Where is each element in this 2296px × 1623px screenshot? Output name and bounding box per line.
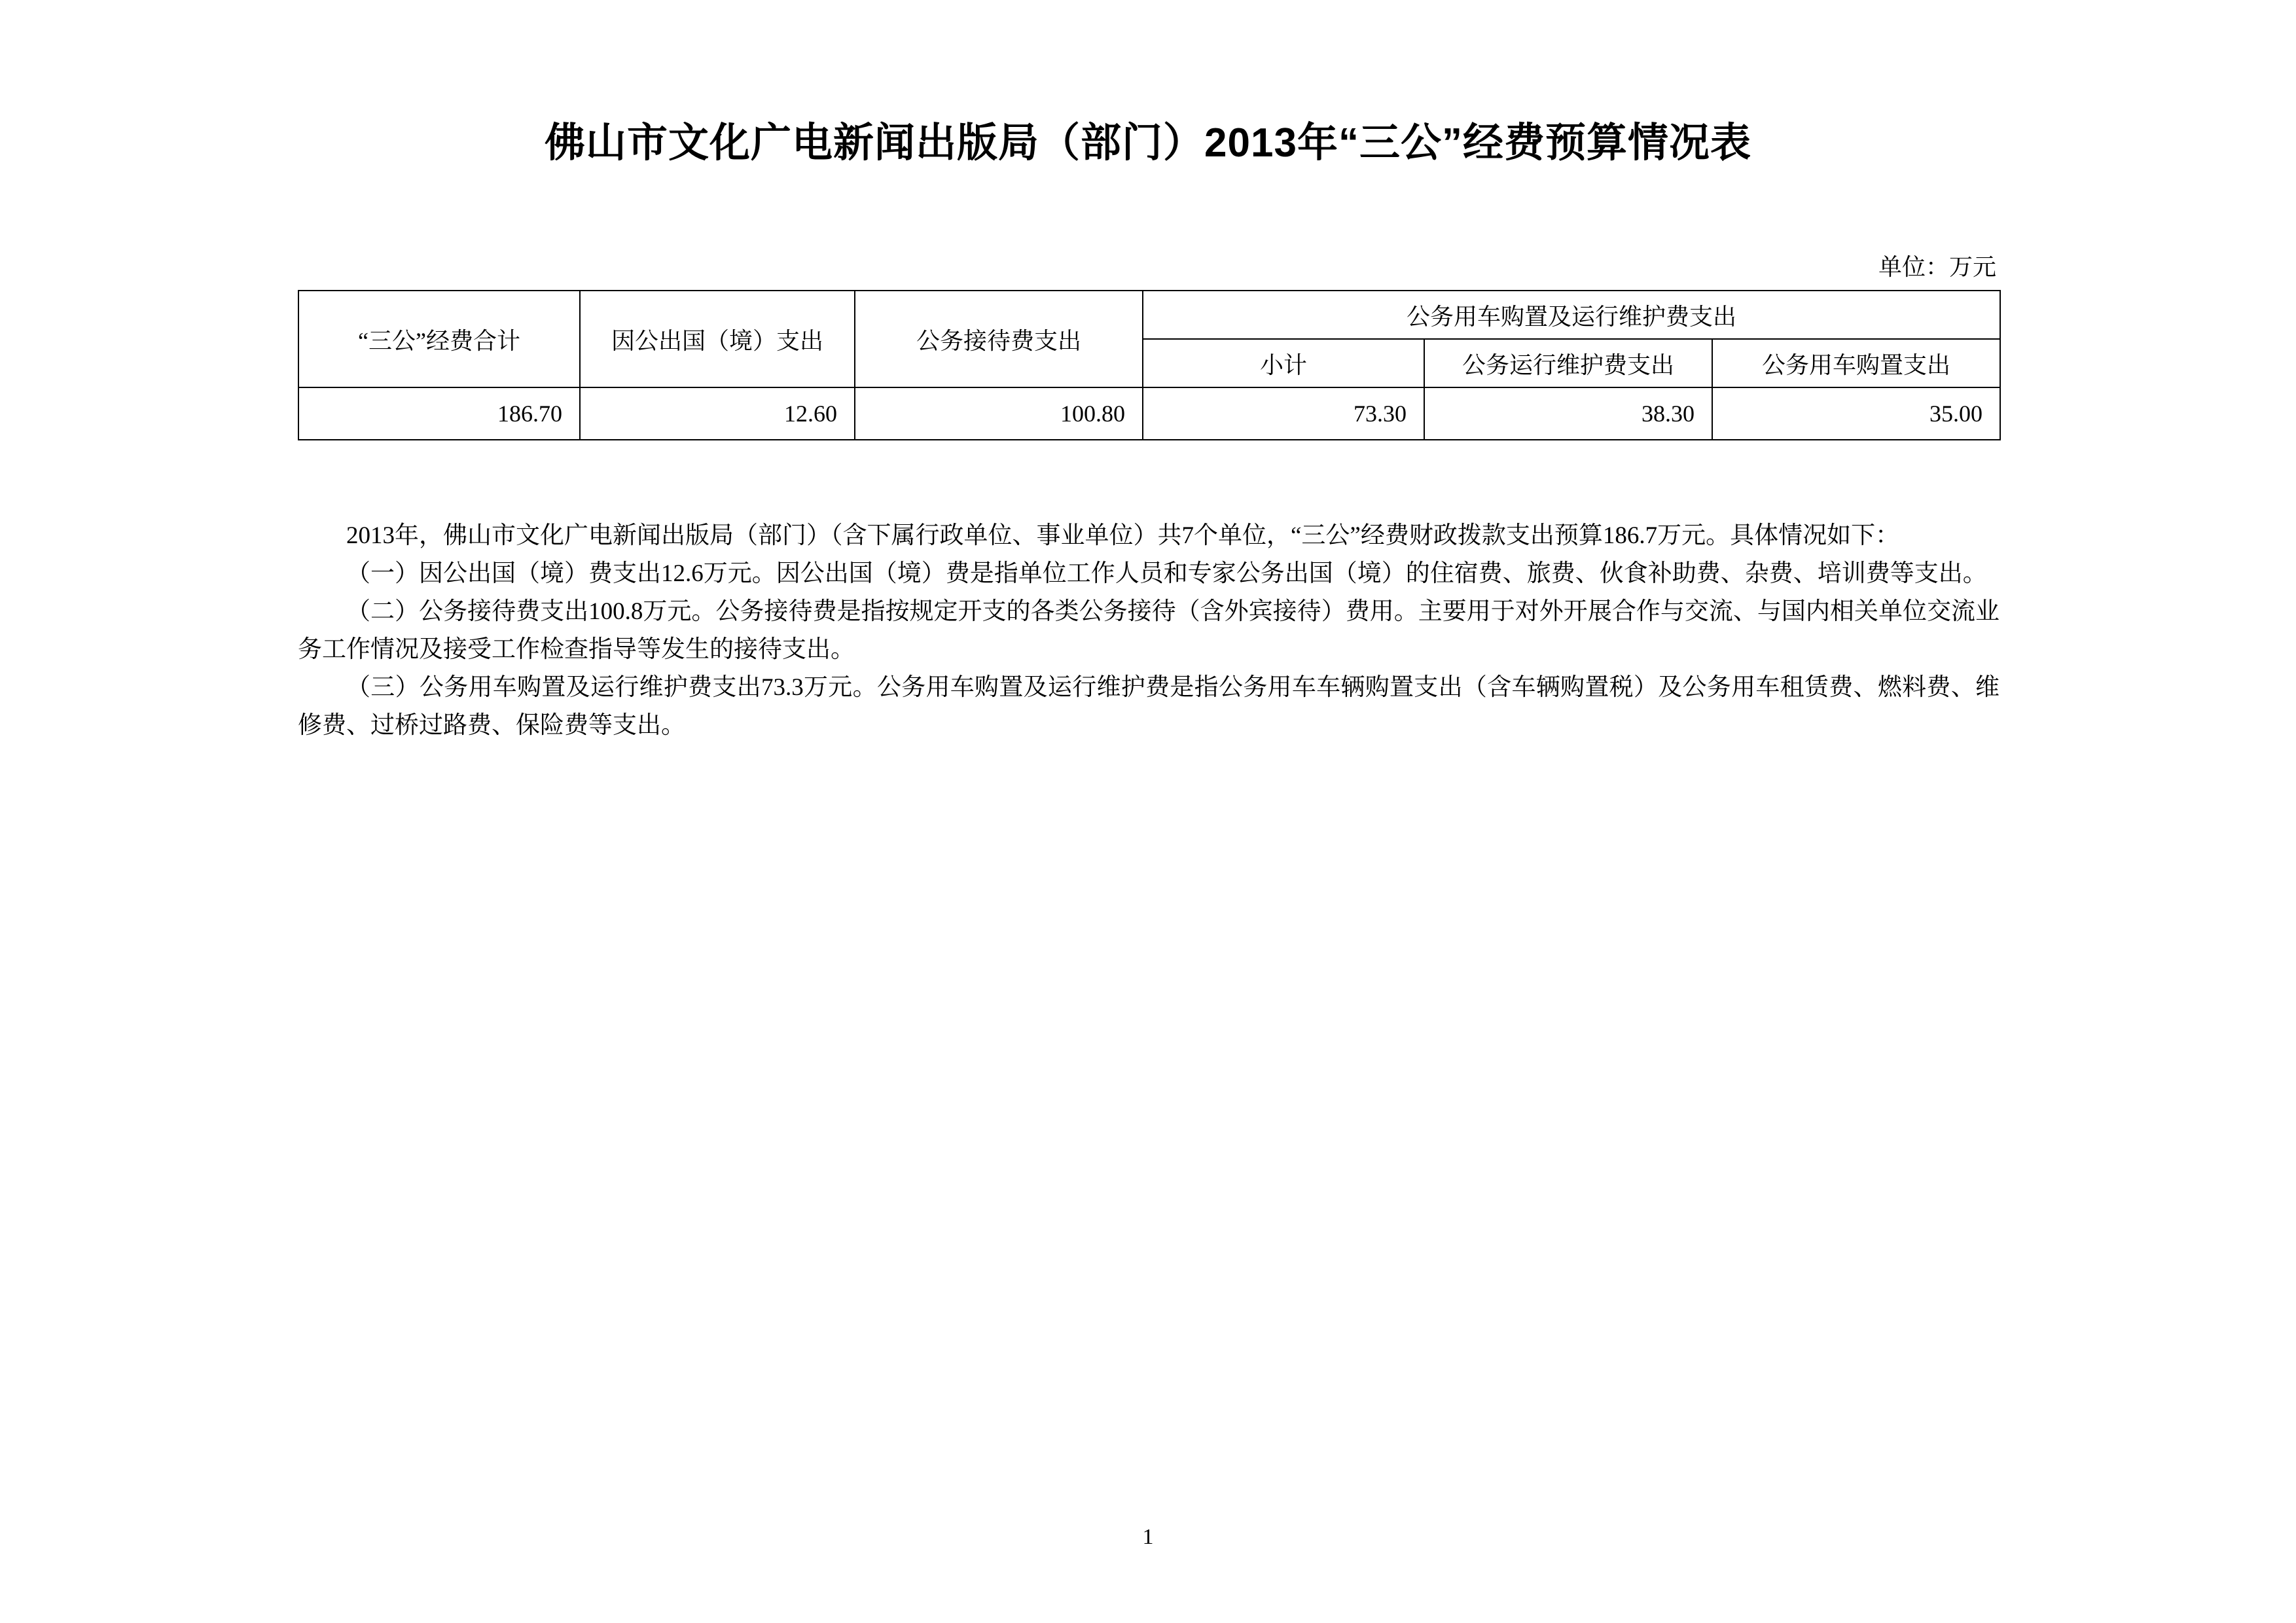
body-text — [298, 517, 2000, 745]
page-number: 1 — [1142, 1525, 1154, 1549]
header-vehicle-subtotal: 小计 — [1143, 339, 1424, 387]
paragraph-intro: 2013年，佛山市文化广电新闻出版局（部门）（含下属行政单位、事业单位）共7个单位，“三公”经费财政拨款支出预算186.7万元。具体情况如下： — [346, 522, 1900, 549]
cell-vehicle-operation: 38.30 — [1424, 387, 1712, 440]
table-row — [298, 387, 2000, 440]
cell-abroad: 12.60 — [580, 387, 855, 440]
page-title: 佛山市文化广电新闻出版局（部门）2013年“三公”经费预算情况表 — [545, 120, 1751, 166]
paragraph-abroad: （一）因公出国（境）费支出12.6万元。因公出国（境）费是指单位工作人员和专家公务出国（境）的住宿费、旅费、伙食补助费、杂费、培训费等支出。 — [346, 560, 1987, 587]
header-abroad: 因公出国（境）支出 — [580, 291, 855, 387]
table-header-row-1 — [298, 291, 2000, 339]
cell-vehicle-purchase: 35.00 — [1712, 387, 2000, 440]
paragraph-vehicle: （三）公务用车购置及运行维护费支出73.3万元。公务用车购置及运行维护费是指公务用车车辆购置支出（含车辆购置税）及公务用车租赁费、燃料费、维修费、过桥过路费、保险费等支出。 — [298, 674, 2000, 739]
header-vehicle-operation: 公务运行维护费支出 — [1424, 339, 1712, 387]
unit-label: 单位：万元 — [1878, 254, 1996, 280]
header-vehicle-group: 公务用车购置及运行维护费支出 — [1143, 291, 2000, 339]
cell-vehicle-subtotal: 73.30 — [1143, 387, 1424, 440]
paragraph-reception: （二）公务接待费支出100.8万元。公务接待费是指按规定开支的各类公务接待（含外宾接待）费用。主要用于对外开展合作与交流、与国内相关单位交流业务工作情况及接受工作检查指导等发生的接待支出。 — [298, 598, 2000, 663]
cell-reception: 100.80 — [855, 387, 1143, 440]
header-reception: 公务接待费支出 — [855, 291, 1143, 387]
header-vehicle-purchase: 公务用车购置支出 — [1712, 339, 2000, 387]
header-total: “三公”经费合计 — [298, 291, 580, 387]
budget-table — [298, 290, 2001, 440]
cell-total: 186.70 — [298, 387, 580, 440]
